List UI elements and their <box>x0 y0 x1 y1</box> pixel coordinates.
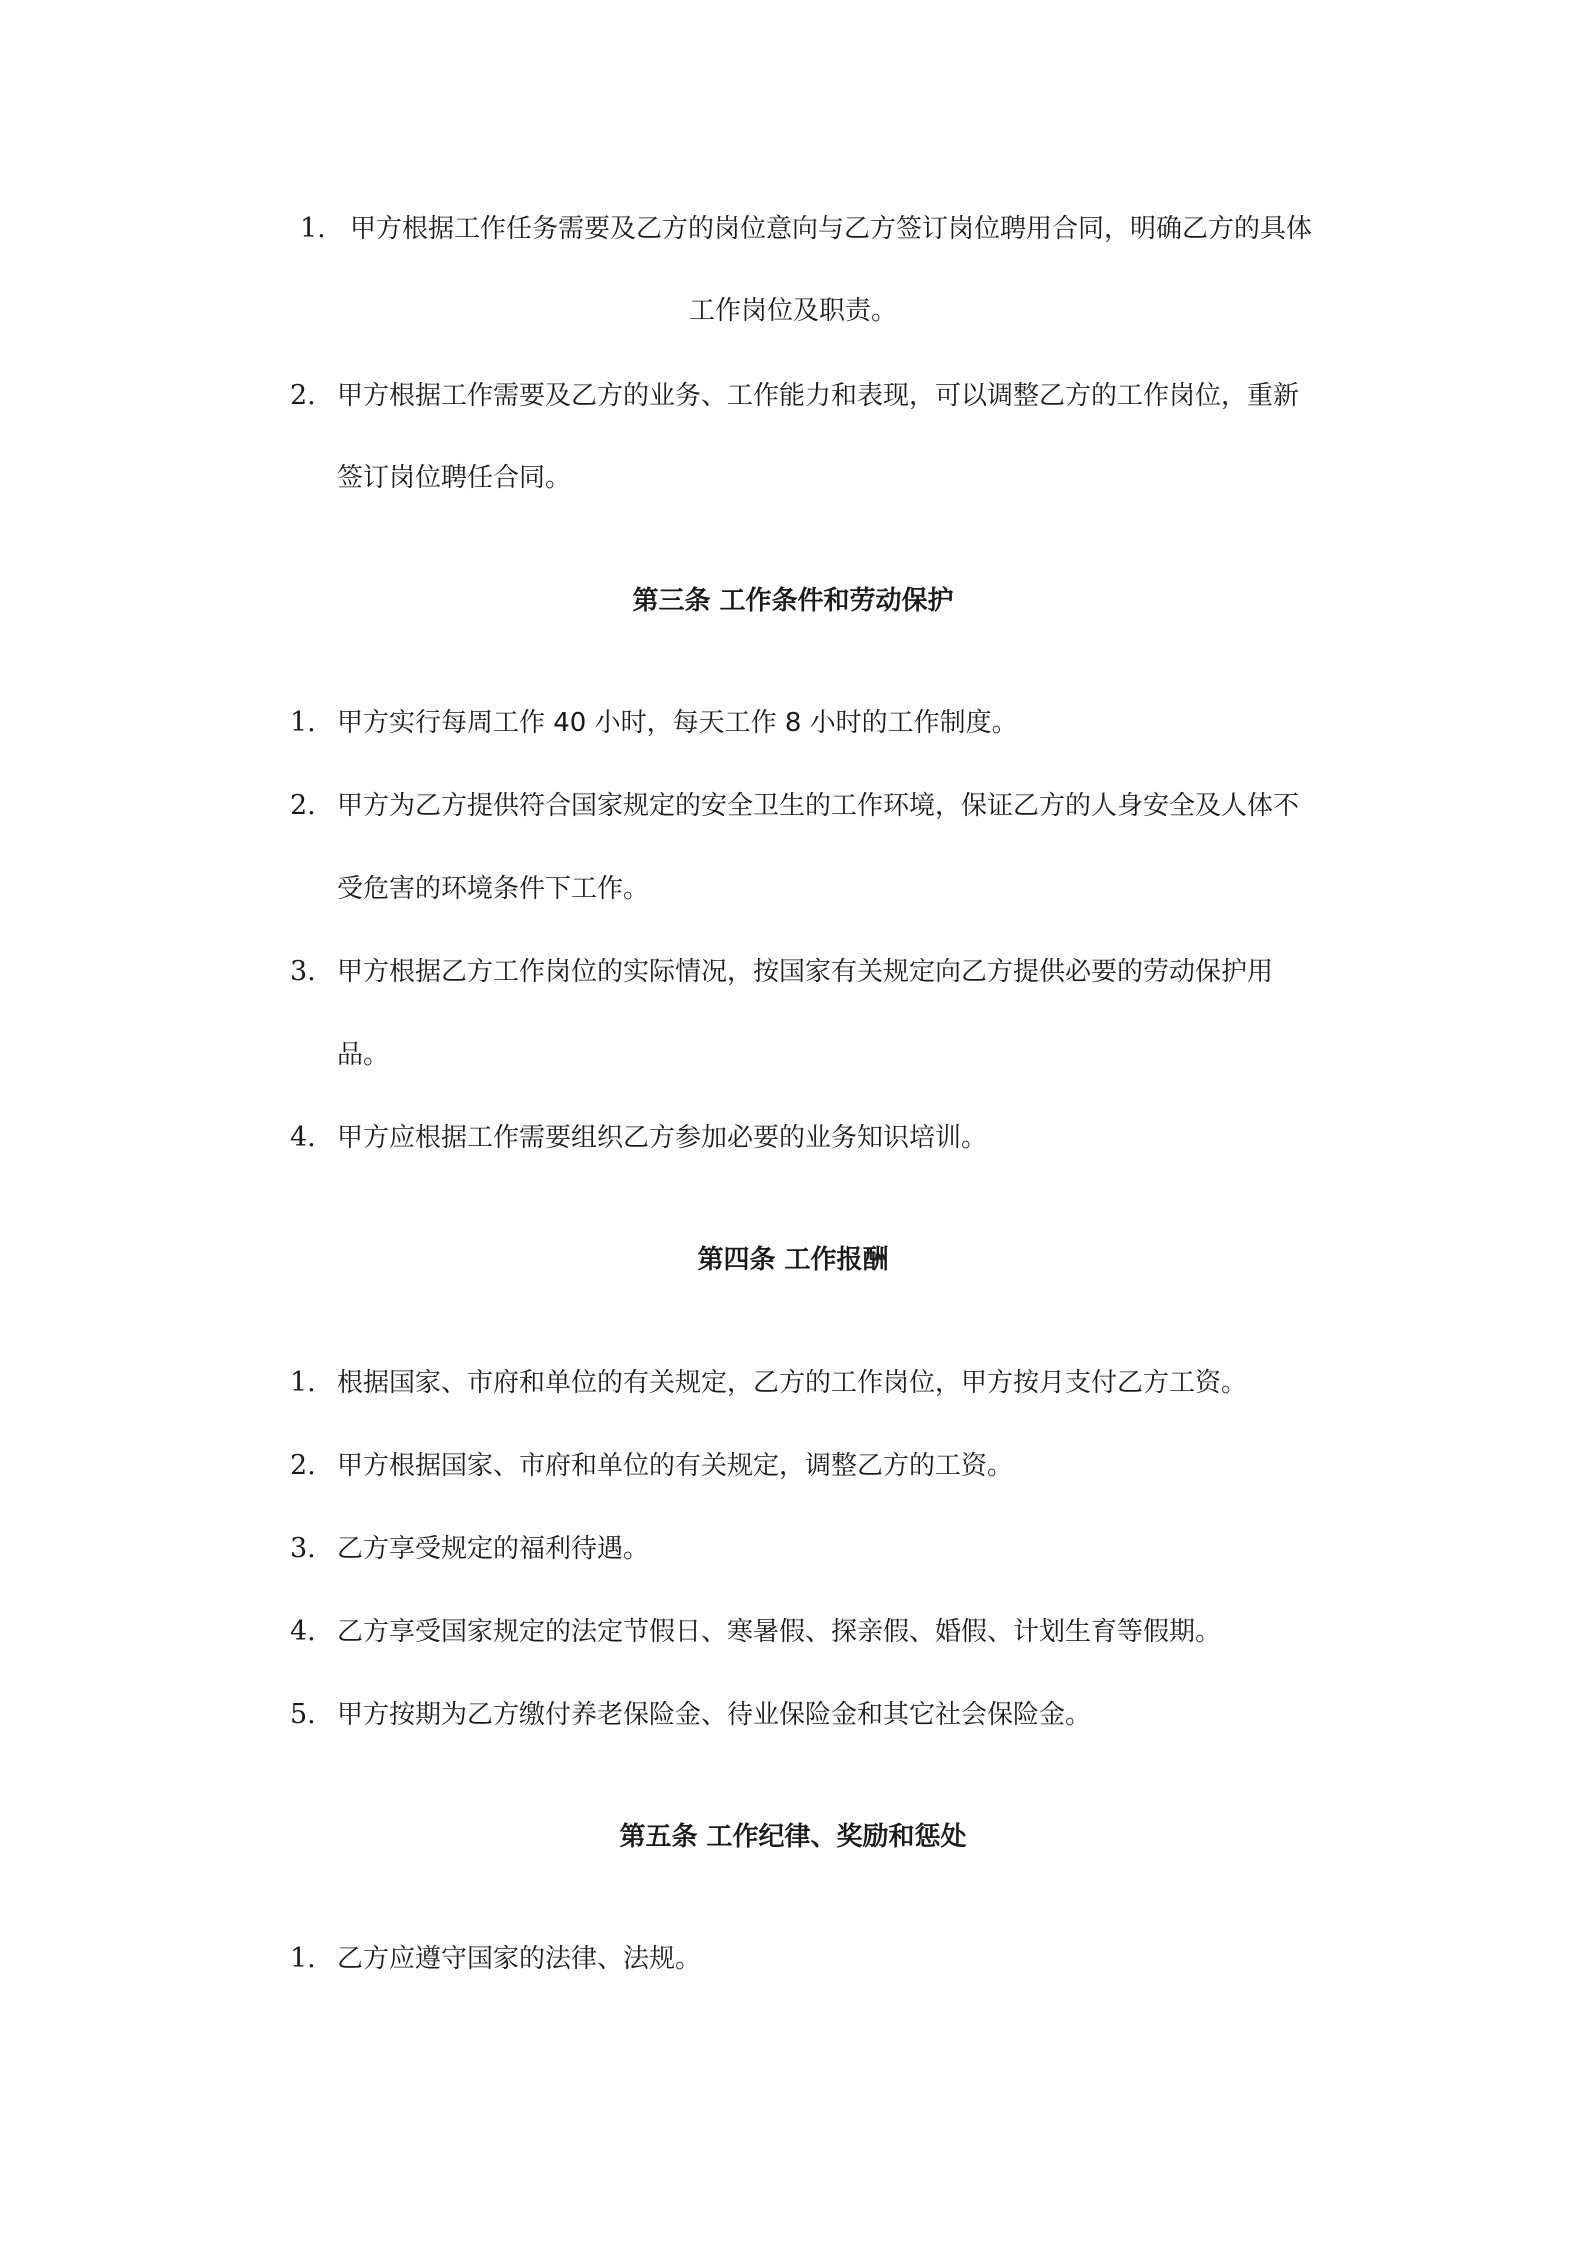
section-heading: 第三条 工作条件和劳动保护 <box>632 586 954 616</box>
section-heading: 第四条 工作报酬 <box>697 1245 889 1275</box>
list-number: 5. <box>290 1699 316 1730</box>
list-item-text: 乙方享受规定的福利待遇。 <box>337 1534 650 1564</box>
list-item-text: 甲方根据工作任务需要及乙方的岗位意向与乙方签订岗位聘用合同，明确乙方的具体 <box>350 214 1313 244</box>
list-item-text: 甲方为乙方提供符合国家规定的安全卫生的工作环境，保证乙方的人身安全及人体不 <box>337 791 1300 821</box>
list-item-text: 甲方根据乙方工作岗位的实际情况，按国家有关规定向乙方提供必要的劳动保护用 <box>337 957 1274 987</box>
list-number: 1. <box>290 707 316 738</box>
list-number: 1. <box>290 1367 316 1398</box>
list-item-text: 甲方根据工作需要及乙方的业务、工作能力和表现，可以调整乙方的工作岗位，重新 <box>337 381 1300 411</box>
list-number: 2. <box>290 380 316 411</box>
list-number: 2. <box>290 790 316 821</box>
list-number: 3. <box>290 956 316 987</box>
list-number: 1. <box>290 1943 316 1974</box>
list-number: 1. <box>300 213 326 244</box>
list-number: 4. <box>290 1122 316 1153</box>
list-item-text: 甲方根据国家、市府和单位的有关规定，调整乙方的工资。 <box>337 1451 1014 1481</box>
list-number: 3. <box>290 1533 316 1564</box>
section-heading: 第五条 工作纪律、奖励和惩处 <box>619 1822 967 1852</box>
list-item-text: 根据国家、市府和单位的有关规定，乙方的工作岗位，甲方按月支付乙方工资。 <box>337 1368 1248 1398</box>
list-number: 4. <box>290 1616 316 1647</box>
list-item-text-continued: 工作岗位及职责。 <box>688 296 897 326</box>
list-number: 2. <box>290 1450 316 1481</box>
list-item-text: 甲方按期为乙方缴付养老保险金、待业保险金和其它社会保险金。 <box>337 1700 1092 1730</box>
list-item-text-continued: 受危害的环境条件下工作。 <box>337 874 650 904</box>
list-item-text: 乙方应遵守国家的法律、法规。 <box>337 1944 702 1974</box>
list-item-text-continued: 签订岗位聘任合同。 <box>337 463 572 493</box>
list-item-text: 甲方实行每周工作 40 小时，每天工作 8 小时的工作制度。 <box>337 708 1018 738</box>
list-item-text: 甲方应根据工作需要组织乙方参加必要的业务知识培训。 <box>337 1123 988 1153</box>
list-item-text-continued: 品。 <box>337 1040 390 1070</box>
list-item-text: 乙方享受国家规定的法定节假日、寒暑假、探亲假、婚假、计划生育等假期。 <box>337 1617 1222 1647</box>
